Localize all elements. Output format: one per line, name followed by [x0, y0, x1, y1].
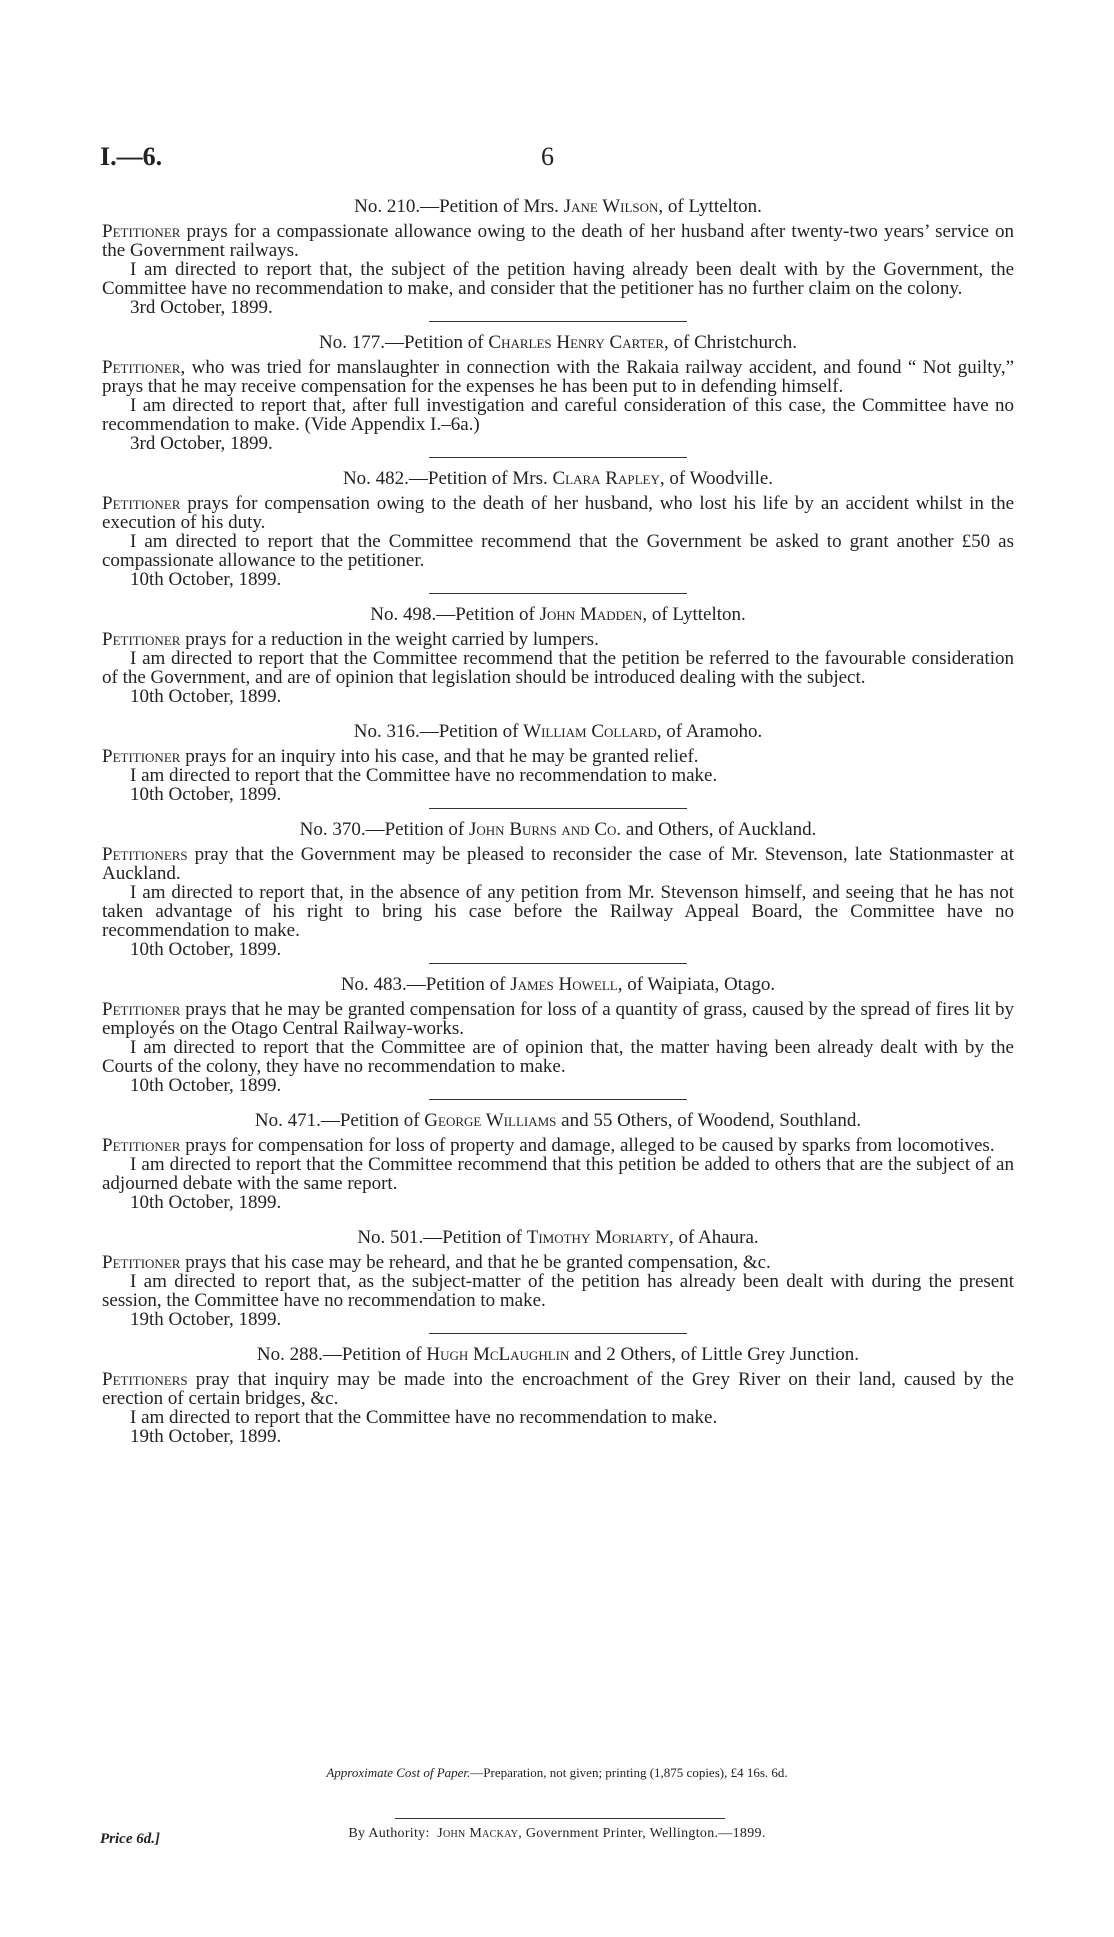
cost-text: —Preparation, not given; printing (1,875 copies), £4 16s. 6d. [470, 1765, 788, 1780]
petitioner-name: John Madden [539, 604, 643, 625]
petition-title: No. 210.—Petition of Mrs. Jane Wilson, of Lyttelton. [354, 196, 762, 217]
petitioner-name: James Howell [510, 974, 618, 995]
section-divider [429, 457, 687, 458]
cost-label: Approximate Cost of Paper. [326, 1765, 471, 1780]
committee-report: I am directed to report that, as the subject-matter of the petition has already been dealt with during the present session, the Committee have no recommendation to make. [102, 1271, 1014, 1311]
petition-entry [102, 196, 1014, 322]
section-divider [429, 1099, 687, 1100]
committee-report: I am directed to report that the Committee have no recommendation to make. [130, 1407, 718, 1428]
report-date: 10th October, 1899. [130, 1075, 282, 1096]
petition-title: No. 498.—Petition of John Madden, of Lyttelton. [370, 604, 746, 625]
petition-prayer: Petitioner prays for a compassionate allowance owing to the death of her husband after twenty-two years’ service on the Government railways. [102, 221, 1014, 261]
report-date: 10th October, 1899. [130, 686, 282, 707]
petitioner-name: Timothy Moriarty [526, 1227, 669, 1248]
petition-entry [102, 1344, 1014, 1446]
petition-title: No. 288.—Petition of Hugh McLaughlin and 2 Others, of Little Grey Junction. [256, 1344, 860, 1365]
petition-entry [102, 974, 1014, 1100]
petitioner-name: Clara Rapley [552, 468, 660, 489]
petition-title: No. 177.—Petition of Charles Henry Carter, of Christchurch. [318, 332, 798, 353]
petition-entry [102, 1227, 1014, 1334]
petition-prayer: Petitioners pray that the Government may be pleased to reconsider the case of Mr. Stevenson, late Stationmaster at Auckland. [102, 844, 1014, 884]
petition-title: No. 316.—Petition of William Collard, of Aramoho. [353, 721, 763, 742]
section-divider [429, 963, 687, 964]
cost-of-paper [0, 1765, 1114, 1781]
section-reference: I.—6. [100, 142, 163, 171]
committee-report: I am directed to report that the Committee recommend that the petition be referred to the favourable consideration of the Government, and are of opinion that legislation should be introduced dealing with the subject. [102, 648, 1014, 688]
appendix-reference: (Vide Appendix I.–6a.) [299, 414, 480, 435]
petition-title: No. 482.—Petition of Mrs. Clara Rapley, of Woodville. [342, 468, 774, 489]
petitioner-name: Jane Wilson [563, 196, 659, 217]
petition-prayer: Petitioner prays for a reduction in the weight carried by lumpers. [102, 629, 599, 650]
committee-report: I am directed to report that, in the absence of any petition from Mr. Stevenson himself, and seeing that he has not taken advantage of his right to bring his case before the Railway Appeal Board, the Committee have no recommendation to make. [102, 882, 1014, 941]
report-date: 3rd October, 1899. [130, 433, 273, 454]
petition-entry [102, 604, 1014, 711]
petition-list [102, 196, 1014, 1446]
report-date: 10th October, 1899. [130, 569, 282, 590]
petition-prayer: Petitioner, who was tried for manslaughter in connection with the Rakaia railway accident, and found “ Not guilty,” prays that he may receive compensation for the expenses he has been put to in defending himself. [102, 357, 1014, 397]
petition-entry [102, 1110, 1014, 1217]
petitioner-name: Charles Henry Carter [488, 332, 665, 353]
petition-prayer: Petitioner prays for compensation for loss of property and damage, alleged to be caused by sparks from locomotives. [102, 1135, 995, 1156]
section-divider [429, 808, 687, 809]
footer-divider [395, 1818, 725, 1819]
petitioner-name: George Williams [424, 1110, 557, 1131]
report-date: 3rd October, 1899. [130, 297, 273, 318]
page-number: 6 [541, 142, 554, 171]
committee-report: I am directed to report that the Committee are of opinion that, the matter having been already dealt with by the Courts of the colony, they have no recommendation to make. [102, 1037, 1014, 1077]
petition-prayer: Petitioner prays for compensation owing to the death of her husband, who lost his life by an accident whilst in the execution of his duty. [102, 493, 1014, 533]
report-date: 10th October, 1899. [130, 1192, 282, 1213]
petition-entry [102, 468, 1014, 594]
petition-title: No. 501.—Petition of Timothy Moriarty, of Ahaura. [357, 1227, 759, 1248]
petitioner-name: Hugh McLaughlin [426, 1344, 570, 1365]
petition-prayer: Petitioner prays that his case may be reheard, and that he be granted compensation, &c. [102, 1252, 771, 1273]
section-divider [429, 710, 687, 711]
committee-report: I am directed to report that, the subject of the petition having already been dealt with by the Government, the Committee have no recommendation to make, and consider that the petitioner has no further claim on the colony. [102, 259, 1014, 299]
petition-title: No. 471.—Petition of George Williams and 55 Others, of Woodend, Southland. [254, 1110, 862, 1131]
petition-prayer: Petitioner prays for an inquiry into his case, and that he may be granted relief. [102, 746, 699, 767]
printer-imprint: By Authority: John Mackay, Government Printer, Wellington.—1899. [348, 1826, 766, 1841]
committee-report: I am directed to report that the Committee have no recommendation to make. [130, 765, 718, 786]
section-divider [429, 1216, 687, 1217]
petition-entry [102, 332, 1014, 458]
section-divider [429, 321, 687, 322]
committee-report: I am directed to report that the Committee recommend that this petition be added to others that are the subject of an adjourned debate with the same report. [102, 1154, 1014, 1194]
petition-title: No. 370.—Petition of John Burns and Co. and Others, of Auckland. [299, 819, 817, 840]
price-label: Price 6d.] [100, 1831, 160, 1847]
petition-prayer: Petitioners pray that inquiry may be made into the encroachment of the Grey River on their land, caused by the erection of certain bridges, &c. [102, 1369, 1014, 1409]
report-date: 10th October, 1899. [130, 784, 282, 805]
petition-entry [102, 721, 1014, 809]
petition-title: No. 483.—Petition of James Howell, of Waipiata, Otago. [340, 974, 776, 995]
section-divider [429, 593, 687, 594]
petitioner-name: John Burns and Co. [469, 819, 622, 840]
committee-report: I am directed to report that, after full investigation and careful consideration of this case, the Committee have no recommendation to make. (Vide Appendix I.–6a.) [102, 395, 1014, 435]
petitioner-name: William Collard [523, 721, 657, 742]
report-date: 10th October, 1899. [130, 939, 282, 960]
printer-name: John Mackay [437, 1826, 519, 1841]
section-divider [429, 1333, 687, 1334]
committee-report: I am directed to report that the Committee recommend that the Government be asked to grant another £50 as compassionate allowance to the petitioner. [102, 531, 1014, 571]
report-date: 19th October, 1899. [130, 1426, 282, 1447]
report-date: 19th October, 1899. [130, 1309, 282, 1330]
petition-entry [102, 819, 1014, 964]
petition-prayer: Petitioner prays that he may be granted compensation for loss of a quantity of grass, caused by the spread of fires lit by employés on the Otago Central Railway-works. [102, 999, 1014, 1039]
